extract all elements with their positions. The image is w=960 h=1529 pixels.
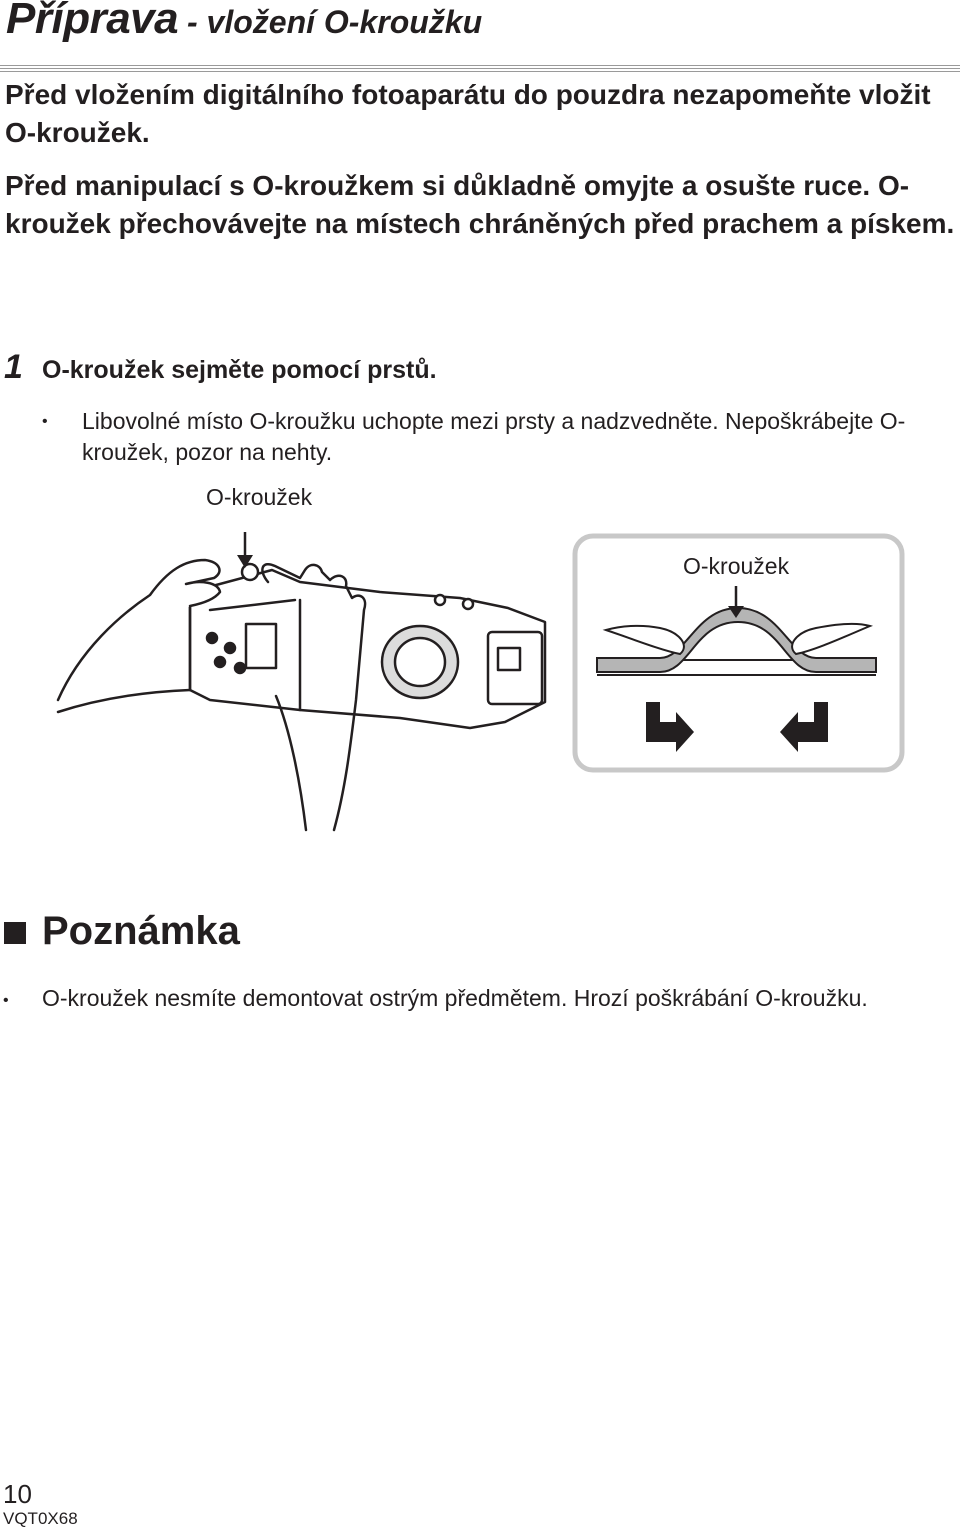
step-bullet: • [42,413,48,430]
page-number: 10 [3,1479,32,1509]
arrow-down-icon [237,532,253,568]
o-ring-removal-illustration [0,500,960,860]
page-title-sub: - vložení O-kroužku [178,4,483,40]
o-ring-label-left: O-kroužek [206,484,313,510]
step-number: 1 [4,348,23,386]
step-text: O-kroužek sejměte pomocí prstů. [42,356,437,384]
intro-paragraph-2: Před manipulací s O-kroužkem si důkladně omyjte a osušte ruce. O-kroužek přechovávejte na místech chráněných před prachem a pískem. [5,170,955,239]
note-heading: Poznámka [42,909,240,953]
page-title [6,0,482,44]
o-ring-label-right: O-kroužek [683,553,790,579]
step-description: Libovolné místo O-kroužku uchopte mezi prsty a nadzvedněte. Nepoškrábejte O-kroužek, pozor na nehty. [82,408,906,465]
intro-paragraph-1: Před vložením digitálního fotoaparátu do pouzdra nezapomeňte vložit O-kroužek. [5,79,931,148]
title-rule [0,65,960,73]
note-text: O-kroužek nesmíte demontovat ostrým předmětem. Hrozí poškrábání O-kroužku. [42,985,868,1011]
note-square-icon [4,922,26,944]
document-code: VQT0X68 [3,1509,78,1528]
hands-holding-housing-illustration [58,560,545,830]
page-title-main: Příprava [6,0,179,43]
note-bullet: • [3,992,9,1009]
intro-section [5,76,955,258]
